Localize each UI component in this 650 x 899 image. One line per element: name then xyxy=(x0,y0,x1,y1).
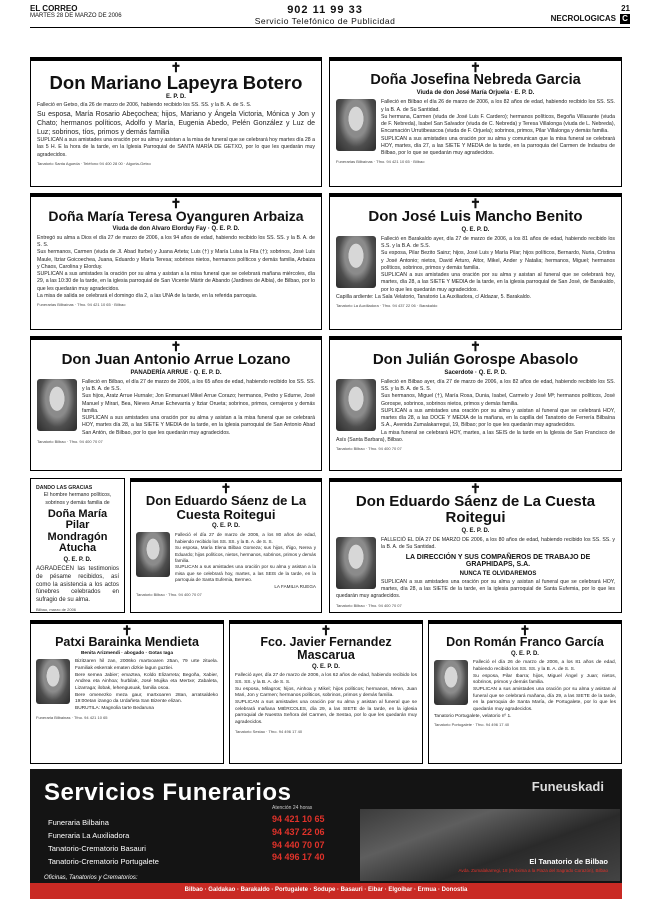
funeral-home: Tanatorio Portugalete · Tfno. 94 496 17 40 xyxy=(434,722,510,728)
obituary-juan-antonio-arrue xyxy=(30,336,322,471)
service-text: SUPLICAN a sus amistades una oración por su alma y asistan a la misa de funeral que se celebrará hoy martes día 28 a las 5 H. E la hora de la tarde, en la Iglesia Parroquial de SANTA MARÍA DE GETXO, por lo que les quedarán muy agradecidos. xyxy=(37,136,315,158)
obituary-subtitle: Viuda de don Alvaro Elorduy Fay · Q. E. P. D. xyxy=(112,225,240,232)
obituary-text: Falleció en Bilbao ayer, día 27 de marzo de 2006, a los 82 años de edad, habiendo recibido los SS. SS. y la B. A. de S. S. xyxy=(381,378,615,393)
deceased-name: Doña María Teresa Oyanguren Arbaiza xyxy=(48,208,304,224)
acknowledgement-heading: DANDO LAS GRACIAS xyxy=(36,485,93,491)
family-text: Sus hermanos, Carmen (viuda de Jl. Abad Iturbe) y Juana Arteta; Luis (†) y María Luisa la Fita (†); sobrinos, José Luis Maule, Itziar Goicoechea, Juana, Eduardo y María Teresa; sobrinos nietos, hermanos políticos y demás familia, Arbaiza y Chaos, Carolina y Elorduy. xyxy=(37,249,315,270)
funeral-home-phones xyxy=(272,813,325,864)
funeral-home: Funerarias Bilbaínas · Tfno. 94 421 10 65 · Bilbao xyxy=(336,159,425,165)
family-text: Su esposa, Pilar Ibarra; hijos, Miguel Ángel y Juan; nietos, sobrinos, primos y demás familia. xyxy=(473,673,616,686)
deceased-name: Don Román Franco García xyxy=(446,635,604,649)
obituary-eduardo-saenz-company xyxy=(329,478,622,613)
cross-icon: ✝ xyxy=(121,623,133,638)
obituary-text: Falleció en Bilbao, el día 27 de marzo de 2006, a los 65 años de edad, habiendo recibido los SS. SS. y la B. A. de S.S. xyxy=(82,378,315,393)
cross-icon: ✝ xyxy=(470,60,481,75)
issue-date: MARTES 28 DE MARZO DE 2006 xyxy=(30,13,122,19)
newspaper-brand: EL CORREO xyxy=(30,4,78,13)
funeral-home-phone: 94 496 17 40 xyxy=(272,852,325,863)
obituary-subtitle: E. P. D. xyxy=(166,94,186,101)
acknowledgement-text: AGRADECEN las testimonios de pésame recibidos, así como la asistencia a los actos fúnebres celebrados en sufragio de su alma. xyxy=(36,566,119,604)
obituary-patxi-barainka xyxy=(30,620,224,764)
funeral-services-ad xyxy=(30,769,622,899)
tanatorio-address: Avda. Zumalakarregi, 18 (Próxima a la Plaza del Sagrado Corazón), Bilbao xyxy=(458,868,608,873)
obituary-subtitle: Q. E. P. D. xyxy=(461,527,490,534)
service-text: SUPLICAN a sus amistades una oración por su alma y asistan al funeral que se celebrará mañana, día 29, a las SIETE de la tarde, en la parroquia de Santa María, de Portugalete, por lo que les quedarán muy agradecidos. xyxy=(473,686,616,713)
ad-phone-subtitle: Servicio Telefónico de Publicidad xyxy=(254,16,396,26)
deceased-name: Doña Josefina Nebreda Garcia xyxy=(370,72,581,88)
funeral-home-name: Funeraria Bilbaina xyxy=(48,818,109,827)
tribute-motto: NUNCA TE OLVIDAREMOS xyxy=(459,570,537,577)
cross-icon: ✝ xyxy=(170,339,182,354)
obituary-subtitle: Sacerdote · Q. E. P. D. xyxy=(444,369,507,376)
acknowledgement-family: El hombre hermano políticos, sobrinos y demás familia de xyxy=(43,492,112,506)
mass-note: La misa de salida se celebrará el domingo día 2, a las UNA de la tarde, en la referida parroquia. xyxy=(37,292,258,299)
section-title: NECROLOGICAS xyxy=(550,14,616,23)
service-text: SUPLICAN a sus amistades una oración por su alma y asistan al funeral que se celebrará hoy, martes, día 28, a las SIETE Y MEDIA de la tarde, en la iglesia parroquial de San José, de Barakaldo, por lo que les quedarán muy agradecidos. xyxy=(381,272,615,293)
portrait-photo xyxy=(336,99,376,151)
service-text: SUPLICAN a sus amistades una oración por su alma y comunican que la misa funeral se celebrará HOY, martes, día 27, a las SIETE Y MEDIA de la tarde, en la parroquia del Carmen de Indautxu de Bilbao, por lo que se quedarán muy agradecidos. xyxy=(381,135,615,157)
deceased-name: Don José Luis Mancho Benito xyxy=(368,208,583,225)
deceased-name: Don Mariano Lapeyra Botero xyxy=(49,72,303,93)
obituary-subtitle: PANADERÍA ARRUE · Q. E. P. D. xyxy=(130,369,222,376)
obituary-text: Falleció ayer, día 27 de marzo de 2006, a los 62 años de edad, habiendo recibido los SS. SS. y la B. A. de S. S. xyxy=(235,673,417,685)
obituary-eduardo-saenz-family xyxy=(130,478,322,613)
obituary-jose-luis-mancho xyxy=(329,193,622,330)
obituary-subtitle: Q. E. P. D. xyxy=(63,557,92,564)
ad-phone-number: 902 11 99 33 xyxy=(287,4,363,16)
cross-icon: ✝ xyxy=(170,196,182,211)
obituary-roman-franco xyxy=(428,620,622,764)
funeral-home-phone: 94 421 10 65 xyxy=(272,814,325,824)
service-text: Bere omenezko meza gaur, martxoaren 28an, arratsaldeko 19:00etan izango da Urdañeta San Bizente elizan. xyxy=(75,692,218,705)
portrait-photo xyxy=(36,659,70,704)
funeral-home: Tanatorio Bilbao · Tfno. 94 400 70 07 xyxy=(336,446,402,452)
company-tribute: LA DIRECCIÓN Y SUS COMPAÑEROS DE TRABAJO DE GRAPHIDAPS, S.A. xyxy=(405,554,591,569)
service-text: SUPLICAN a sus amistades la oración por su alma y asistan a la misa funeral que se celebrará mañana miércoles, día 29, a las 10:30 de la tarde, en la iglesia parroquial de San Vicente Mártir de Abando (Jardines de Albia), de Bilbao, por lo que les quedarán muy agradecidos. xyxy=(37,271,315,292)
section-badge: C xyxy=(620,14,630,24)
obituary-subtitle: Q. E. P. D. xyxy=(212,523,240,530)
portrait-photo xyxy=(434,660,468,705)
cross-icon: ✝ xyxy=(470,339,481,354)
obituary-subtitle: Benita Arizmendi · abogado · Gotas Iaga xyxy=(80,651,174,657)
obituary-subtitle: Q. E. P. D. xyxy=(312,664,340,671)
cross-icon: ✝ xyxy=(320,623,332,638)
obituary-text: Falleció en Barakaldo ayer, día 27 de marzo de 2006, a los 81 años de edad, habiendo recibido los S.S. y la B.A. de S.S. xyxy=(381,235,615,250)
wake-note: Tanatorio Portugalete, velatorio nº 1. xyxy=(434,713,512,719)
obituary-text: FALLECIÓ EL DÍA 27 DE MARZO DE 2006, a los 80 años de edad, habiendo recibido los SS. SS. y la B. A. de Su Santidad. xyxy=(381,536,615,550)
page-header xyxy=(20,2,630,26)
funeral-home: Tanatorio Bilbao · Tfno. 94 400 70 07 xyxy=(336,602,402,608)
family-text: Su esposa, María Rosario Abeçochea; hijos, Mariano y Ángela Victoria, Mónica y Jon y Chato; hermanos políticos, Adolfo y María, Eugenia Abedo, Pelén González y Luz de Luz; sobrinos, tíos, primos y demás familia xyxy=(37,110,315,136)
portrait-photo xyxy=(336,379,376,431)
family-text: Sus hermanos, Miguel (†), María Rosa, Dunia, Isabel, Carmelo y José Mª; hermanos políticos, José Gorospe, sobrinos, sobrinos nietos, primos y demás familia. xyxy=(381,393,615,407)
obituary-julian-gorospe xyxy=(329,336,622,471)
tanatorio-name: El Tanatorio de Bilbao xyxy=(529,857,608,866)
funeral-home-name: Funeraria La Auxiliadora xyxy=(48,831,130,840)
obituary-josefina-nebreda xyxy=(329,57,622,187)
obituary-javier-fernandez xyxy=(229,620,423,764)
deceased-name: Don Eduardo Sáenz de La Cuesta Roitegui xyxy=(145,493,307,522)
funeuskadi-logo: Funeuskadi xyxy=(531,779,604,794)
obituary-text: Bizitzaren hil zan, 2006ko martxoaren 25an, 79 urte zituela. Familiak eskerrak ematen dizkie lagun guztiei. xyxy=(75,659,218,671)
family-text: Su esposa, María Elena Bilbao Gomeza; sus hijos, Iñigo, Nerea y Eduardo; hijos políticos, nietos, hermanos, sobrinos, primos y demás familia. xyxy=(175,545,316,563)
family-text: Su hermana, Carmen (viuda de José Luis F. Cardero); hermanos políticos, Begoña Villasante (viuda de F. Nebreda), Isabel San Salvador (viuda de C. Nebreda) y Teresa Villalonga (viuda de L. Nebreda), Encarnación Urrutibeascoa (viuda de F. Orjuela); sobrinos, primos, Pilar Villalonga y demás familia. xyxy=(381,113,615,135)
service-text: SUPLICAN a sus amistades una oración por su alma y asistan a la misa que se celebrará hoy, martes, a las SEIS de la tarde, en la parroquia de Santa Eufemia, Bermeo. xyxy=(175,564,316,583)
obituary-text: Falleció en Getxo, día 26 de marzo de 2006, habiendo recibido los SS. SS. y la B. A. de S. S. xyxy=(37,102,252,109)
cross-icon: ✝ xyxy=(470,196,481,211)
mass-note: La misa funeral se celebrará HOY, martes, a las SEIS de la tarde en la Iglesia de San Francisco de Asís (Santa Barbara), Bilbao. xyxy=(336,429,615,443)
portrait-photo xyxy=(336,236,376,288)
cross-icon: ✝ xyxy=(220,481,232,496)
deceased-name: Don Juan Antonio Arrue Lozano xyxy=(61,351,291,368)
family-request: LA FAMILIA RUEGA xyxy=(274,583,316,589)
funeral-home-name: Tanatorio-Crematorio Basauri xyxy=(48,844,146,853)
portrait-photo xyxy=(37,379,77,431)
family-text: Sus hijos, Aratz Arrue Hurnale; Jon Enmanuel Mikel Arrue Corazo; hermanos, Pedro y Edurne, José Manuel y Mirari, Bea, Nieves Arrue Echevarria y Itziar Orueta; sobrinos, primos, cerrajeros y demás familia. xyxy=(82,393,315,414)
remark-text: BURUTILA: Magnolia tarte Bedaruna xyxy=(75,706,154,712)
acknowledgement-date: Bilbao, marzo de 2006 xyxy=(36,607,77,613)
chapel-note: Capilla ardiente: La Sala Velatorio, Tanatorio La Auxiliadora, c/ Aldazar, 5. Barakaldo. xyxy=(336,294,532,300)
service-text: SUPLICAN a sus amistades una oración por su alma y asistan a la misa funeral que se celebrará HOY, martes día 28, a las SIETE Y MEDIA de la tarde, en la iglesia parroquial de San Antonio Abad San Antón, de Bilbao, por lo que les quedarán muy agradecidos. xyxy=(82,415,315,436)
obituary-text: Falleció el día 26 de marzo de 2006, a los 81 años de edad, habiendo recibido los SS. SS. y la B. A. de S. S. xyxy=(473,660,616,672)
funeral-home: Tanatorio Bilbao · Tfno. 94 400 70 07 xyxy=(37,439,103,444)
funeral-homes-list xyxy=(48,816,159,868)
obituary-subtitle: Viuda de don José María Orjuela · E. P. D. xyxy=(416,90,535,97)
funeral-home: Tanatorio Bilbao · Tfno. 94 400 70 07 xyxy=(136,592,202,598)
portrait-photo xyxy=(136,532,170,577)
funeral-home: Funeraria Bilbainas · Tfno. 94 421 10 65 xyxy=(36,714,108,720)
deceased-name: Don Julián Gorospe Abasolo xyxy=(372,351,579,368)
obituary-text: Falleció en Bilbao el día 26 de marzo de 2006, a los 82 años de edad, habiendo recibido los SS. SS. y la B. A. de Su Santidad. xyxy=(381,99,615,113)
funeral-home-name: Tanatorio-Crematorio Portugalete xyxy=(48,857,159,866)
funeral-home-phone: 94 440 70 07 xyxy=(272,839,325,850)
portrait-photo xyxy=(336,537,376,589)
obituary-subtitle: Q. E. P. D. xyxy=(511,651,539,658)
ad-title: Servicios Funerarios xyxy=(44,779,292,806)
funeral-home: Tanatorio Sestao · Tfno. 94 496 17 40 xyxy=(235,728,303,734)
cross-icon: ✝ xyxy=(170,60,182,75)
family-text: Su esposa, Milagros; hijos, Ainhoa y Mikel; hijos políticos; hermanos, Miren, Juan Mari, Jon y Carmen; hermanos políticos, sobrinos, primos y demás familia. xyxy=(235,686,417,699)
obituary-text: Entregó su alma a Dios el día 27 de marzo de 2006, a los 94 años de edad, habiendo recibido los SS. SS. y la B. A. de S. S. xyxy=(37,234,315,248)
funeral-home: Tanatorio La Auxiliadora · Tfno. 94 437 22 06 · Barakaldo xyxy=(336,303,438,309)
obituary-mariano-lapeyra xyxy=(30,57,322,187)
deceased-name: Don Eduardo Sáenz de La Cuesta Roitegui xyxy=(355,493,596,526)
towns-list: Bilbao · Galdakao · Barakaldo · Portugalete · Sodupe · Basauri · Eibar · Elgoibar · Ermua · Donostia xyxy=(184,887,468,893)
offices-label: Oficinas, Tanatorios y Crematorios: xyxy=(44,875,138,881)
obituary-subtitle: Q. E. P. D. xyxy=(461,226,490,233)
service-text: SUPLICAN a sus amistades una oración por su alma y asistan al funeral que se celebrará mañana MIÉRCOLES, día 29, a las SIETE de la tarde, en la iglesia parroquial de Nuestra Señora del Carmen, de Sestao, por lo que les quedarán muy agradecidos. xyxy=(235,700,417,726)
obituary-maria-teresa-oyanguren xyxy=(30,193,322,330)
family-text: Bere semea Jabier; emaztea, Koldo Elizarreta; Begoña, Xabier, Andrea eta Ainhoa; hurbilak, José Mujika eta Mertxe; Zabaleta, Lizarraga; ilobak, lehengusuak, familia osoa. xyxy=(75,672,218,691)
funeral-home: Funerarias Bilbaínas · Tfno. 94 421 10 65 · Bilbao xyxy=(37,302,126,308)
funeral-home: Tanatorio Santa Agueda · Teléfono 94 400 28 00 · Algorta-Getxo xyxy=(37,160,151,166)
service-text: SUPLICAN a sus amistades una oración por su alma y asistan al funeral que se celebrará HOY, martes, día 28, a las SIETE de la tarde, en la iglesia parroquial de Santa Eufemia, por lo que les quedarán muy agradecidos. xyxy=(336,578,615,600)
funeral-home-phone: 94 437 22 06 xyxy=(272,826,325,837)
header-divider xyxy=(30,27,630,28)
deceased-name: Doña María Pilar Mondragón Atucha xyxy=(47,507,108,555)
obituary-text: Falleció el día 27 de marzo de 2006, a los 80 años de edad, habiendo recibido los SS. SS. y la B. A. de S. S. xyxy=(175,532,316,544)
cross-icon: ✝ xyxy=(519,623,531,638)
deceased-name: Fco. Javier Fernandez Mascarua xyxy=(260,635,392,663)
acknowledgement-maria-pilar-mondragon xyxy=(30,478,125,613)
deceased-name: Patxi Barainka Mendieta xyxy=(55,635,199,649)
page-number: 21 xyxy=(621,4,630,13)
phones-heading: Atención 24 horas xyxy=(272,805,313,811)
cross-icon: ✝ xyxy=(470,481,481,496)
family-text: Su esposa, Pilar Bezito Sainz; hijos, José Luis y María Pilar; hijos políticos, Bernardo, Nuria, Cristina y José Antonio; nietos, David Arturo, Aitor, Mikel, Ander y Natalia; hermanos, Miguel; hermanos políticos, sobrinos, primos y demás familia. xyxy=(381,250,615,271)
service-text: SUPLICAN a sus amistades una oración por su alma y asistan al funeral que se celebrará HOY, martes día 28, a las DOCE Y MEDIA de la mañana, en la capilla del Tanatorio de Ferrería Bilbaína S.A., Avenida Zumalakarregui, 19, Bilbao; por lo que les quedarán muy agradecidos. xyxy=(381,407,615,429)
